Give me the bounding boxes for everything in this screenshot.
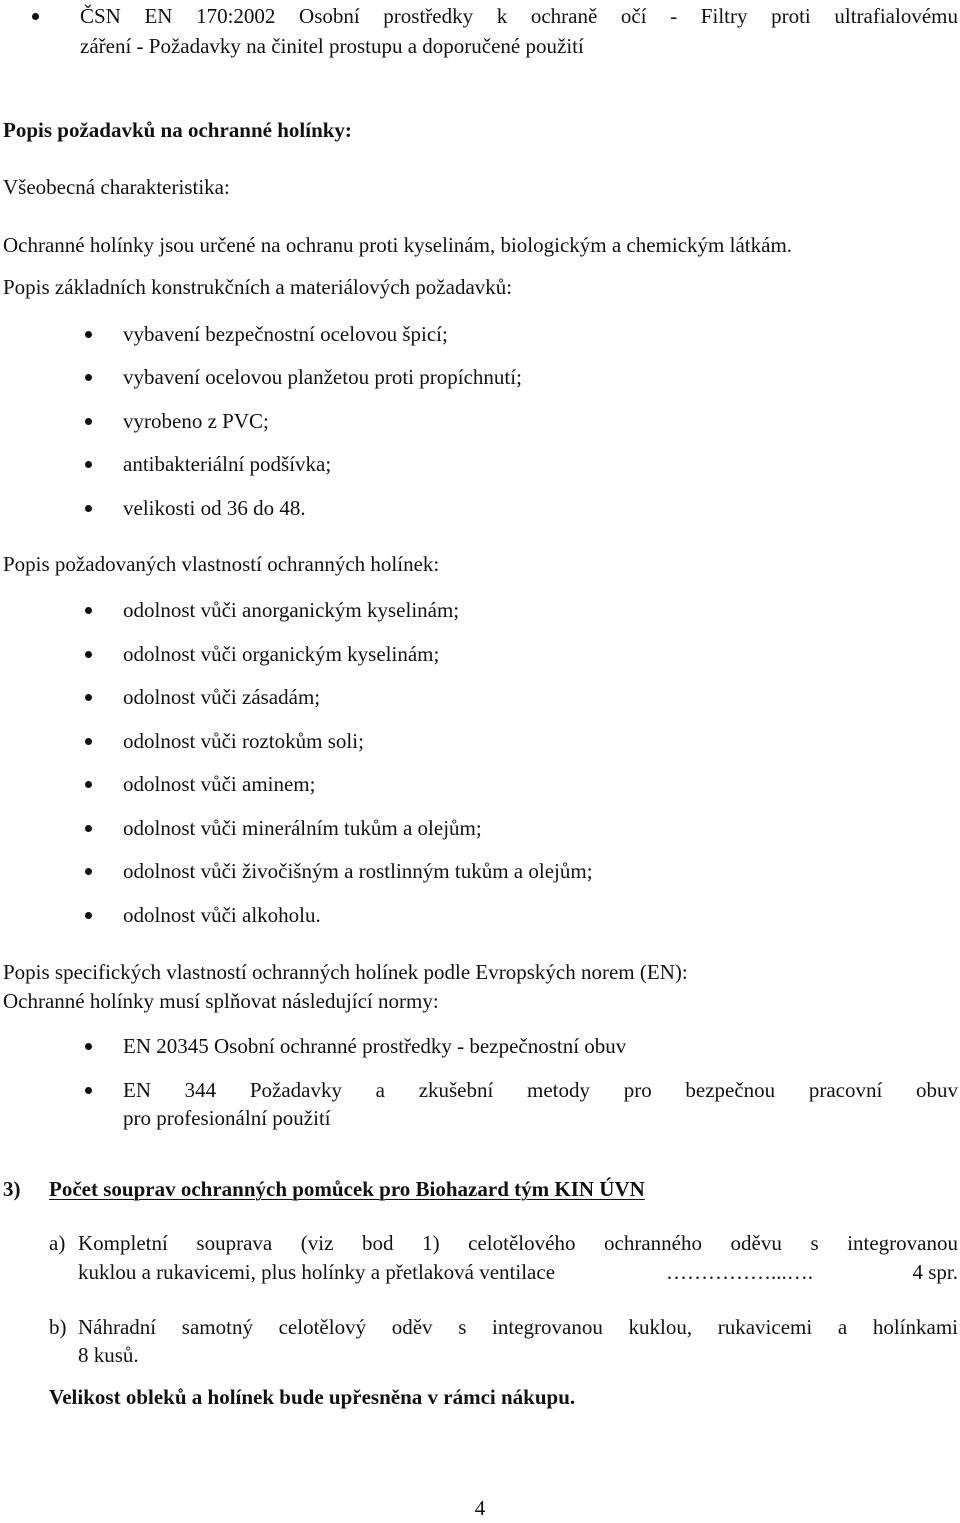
bullet-icon (85, 374, 92, 381)
bullet-icon (85, 418, 92, 425)
property-item: odolnost vůči anorganickým kyselinám; (123, 598, 460, 622)
bullet-icon (85, 738, 92, 745)
construction-item: velikosti od 36 do 48. (123, 496, 306, 520)
property-item: odolnost vůči aminem; (123, 772, 316, 796)
boots-heading: Popis požadavků na ochranné holínky: (3, 118, 352, 142)
construction-intro: Popis základních konstrukčních a materiálových požadavků: (3, 275, 513, 299)
property-item: odolnost vůči roztokům soli; (123, 729, 364, 753)
bullet-icon (85, 1087, 92, 1094)
bullet-icon (85, 505, 92, 512)
bullet-icon (85, 912, 92, 919)
item-text: Náhradní samotný celotělový oděv s integrovanou kuklou, rukavicemi a holínkami (78, 1315, 958, 1339)
dot-leader: ……………...…. (666, 1260, 813, 1284)
bullet-icon (85, 651, 92, 658)
norm-item: EN 20345 Osobní ochranné prostředky - bezpečnostní obuv (123, 1034, 627, 1058)
construction-item: vyrobeno z PVC; (123, 409, 269, 433)
norm-item: EN 344 Požadavky a zkušební metody pro bezpečnou pracovní obuv (123, 1078, 958, 1102)
page-number: 4 (474, 1496, 486, 1520)
item-text-continuation: 8 kusů. (78, 1343, 139, 1367)
bullet-icon (85, 825, 92, 832)
section-number: 3) (3, 1177, 21, 1201)
item-text: Kompletní souprava (viz bod 1) celotělového ochranného oděvu s integrovanou (78, 1231, 958, 1255)
property-item: odolnost vůči minerálním tukům a olejům; (123, 816, 482, 840)
general-text: Ochranné holínky jsou určené na ochranu proti kyselinám, biologickým a chemickým látkám. (3, 233, 793, 257)
construction-item: antibakteriální podšívka; (123, 452, 332, 476)
standard-line-1: ČSN EN 170:2002 Osobní prostředky k ochraně očí - Filtry proti ultrafialovému (80, 4, 958, 28)
bullet-icon (85, 694, 92, 701)
construction-item: vybavení ocelovou planžetou proti propíchnutí; (123, 365, 522, 389)
bullet-icon (85, 331, 92, 338)
item-text-continuation (78, 1258, 958, 1287)
construction-item: vybavení bezpečnostní ocelovou špicí; (123, 322, 448, 346)
item-marker: b) (49, 1315, 67, 1339)
standard-line-2: záření - Požadavky na činitel prostupu a doporučené použití (80, 34, 584, 58)
norms-requirement: Ochranné holínky musí splňovat následující normy: (3, 989, 439, 1013)
property-item: odolnost vůči alkoholu. (123, 903, 321, 927)
bullet-icon (85, 607, 92, 614)
purchase-note: Velikost obleků a holínek bude upřesněna v rámci nákupu. (49, 1385, 576, 1409)
item-text-line: kuklou a rukavicemi, plus holínky a přetlaková ventilace (78, 1260, 556, 1284)
general-label: Všeobecná charakteristika: (3, 175, 230, 199)
property-item: odolnost vůči živočišným a rostlinným tukům a olejům; (123, 859, 593, 883)
norms-intro: Popis specifických vlastností ochranných holínek podle Evropských norem (EN): (3, 960, 688, 984)
quantity: 4 spr. (912, 1260, 958, 1284)
properties-intro: Popis požadovaných vlastností ochranných holínek: (3, 552, 440, 576)
bullet-icon (85, 1043, 92, 1050)
property-item: odolnost vůči zásadám; (123, 685, 321, 709)
norm-item-continuation: pro profesionální použití (123, 1106, 331, 1130)
bullet-icon (85, 868, 92, 875)
bullet-icon (85, 781, 92, 788)
section-title: Počet souprav ochranných pomůcek pro Biohazard tým KIN ÚVN (49, 1177, 645, 1201)
property-item: odolnost vůči organickým kyselinám; (123, 642, 440, 666)
bullet-icon (32, 13, 39, 20)
item-marker: a) (49, 1231, 66, 1255)
bullet-icon (85, 461, 92, 468)
